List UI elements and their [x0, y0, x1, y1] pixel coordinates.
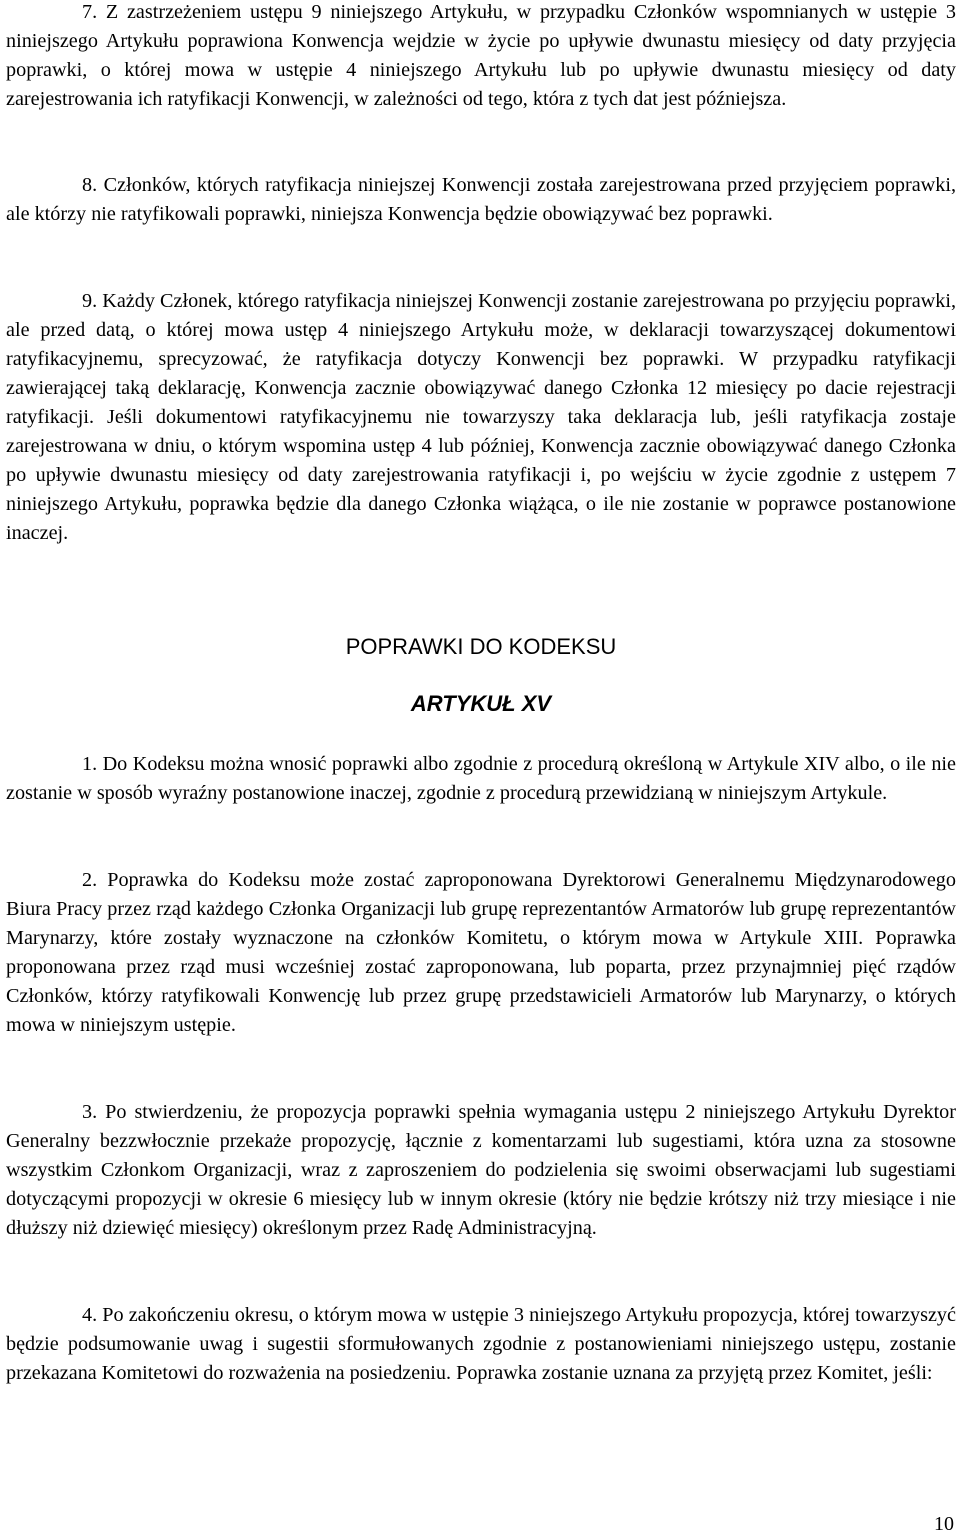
article-paragraph-2: 2. Poprawka do Kodeksu może zostać zaproponowana Dyrektorowi Generalnemu Międzynarodowego Biura Pracy przez rząd każdego Członka Organizacji lub grupę reprezentantów Armatorów lub grupę reprezentantów Marynarzy, które zostały wyznaczone na członków Komitetu, o którym mowa w Artykule XIII. Poprawka proponowana przez rząd musi wcześniej zostać zaproponowana, lub poparta, przez przynajmniej pięć rządów Członków, którzy ratyfikowali Konwencję lub przez grupę przedstawicieli Armatorów lub Marynarzy, o których mowa w niniejszym ustępie. — [6, 869, 956, 1036]
article-paragraph-1: 1. Do Kodeksu można wnosić poprawki albo zgodnie z procedurą określoną w Artykule XIV albo, o ile nie zostanie w sposób wyraźny postanowione inaczej, zgodnie z procedurą przewidzianą w niniejszym Artykule. — [6, 753, 956, 804]
article-heading: ARTYKUŁ XV — [410, 691, 552, 716]
article-paragraph-4: 4. Po zakończeniu okresu, o którym mowa w ustępie 3 niniejszego Artykułu propozycja, której towarzyszyć będzie podsumowanie uwag i sugestii sformułowanych zgodnie z postanowieniami niniejszego ustępu, zostanie przekazana Komitetowi do rozważenia na posiedzeniu. Poprawka zostanie uznana za przyjętą przez Komitet, jeśli: — [6, 1304, 956, 1384]
paragraph-7: 7. Z zastrzeżeniem ustępu 9 niniejszego Artykułu, w przypadku Członków wspomnianych w ustępie 3 niniejszego Artykułu poprawiona Konwencja wejdzie w życie po upływie dwunastu miesięcy od daty przyjęcia poprawki, o której mowa w ustępie 4 niniejszego Artykułu lub po upływie dwunastu miesięcy od daty zarejestrowania ich ratyfikacji Konwencji, w zależności od tego, która z tych dat jest późniejsza. — [6, 1, 956, 110]
paragraph-9: 9. Każdy Członek, którego ratyfikacja niniejszej Konwencji zostanie zarejestrowana po przyjęciu poprawki, ale przed datą, o której mowa ustęp 4 niniejszego Artykułu może, w deklaracji towarzyszącej dokumentowi ratyfikacyjnemu, sprecyzować, że ratyfikacja dotyczy Konwencji bez poprawki. W przypadku ratyfikacji zawierającej taką deklarację, Konwencja zacznie obowiązywać danego Członka 12 miesięcy po dacie rejestracji ratyfikacji. Jeśli dokumentowi ratyfikacyjnemu nie towarzyszy taka deklaracja lub, jeśli ratyfikacja zostaje zarejestrowana w dniu, o którym wspomina ustęp 4 lub później, Konwencja zacznie obowiązywać danego Członka po upływie dwunastu miesięcy od daty zarejestrowania ratyfikacji i, po wejściu w życie zgodnie z ustępem 7 niniejszego Artykułu, poprawka będzie dla danego Członka wiążąca, o ile nie zostanie w poprawce postanowione inaczej. — [6, 290, 956, 544]
page-number: 10 — [934, 1513, 954, 1535]
section-heading: POPRAWKI DO KODEKSU — [345, 634, 617, 659]
article-paragraph-3: 3. Po stwierdzeniu, że propozycja poprawki spełnia wymagania ustępu 2 niniejszego Artykułu Dyrektor Generalny bezzwłocznie przekaże propozycję, łącznie z komentarzami lub sugestiami, która uzna za stosowne wszystkim Członkom Organizacji, wraz z zaproszeniem do podzielenia się swoimi obserwacjami lub sugestiami dotyczącymi propozycji w okresie 6 miesięcy lub w innym okresie (który nie będzie krótszy niż trzy miesiące i nie dłuższy niż dziewięć miesięcy) określonym przez Radę Administracyjną. — [6, 1101, 956, 1239]
paragraph-8: 8. Członków, których ratyfikacja niniejszej Konwencji została zarejestrowana przed przyjęciem poprawki, ale którzy nie ratyfikowali poprawki, niniejsza Konwencja będzie obowiązywać bez poprawki. — [6, 174, 956, 225]
